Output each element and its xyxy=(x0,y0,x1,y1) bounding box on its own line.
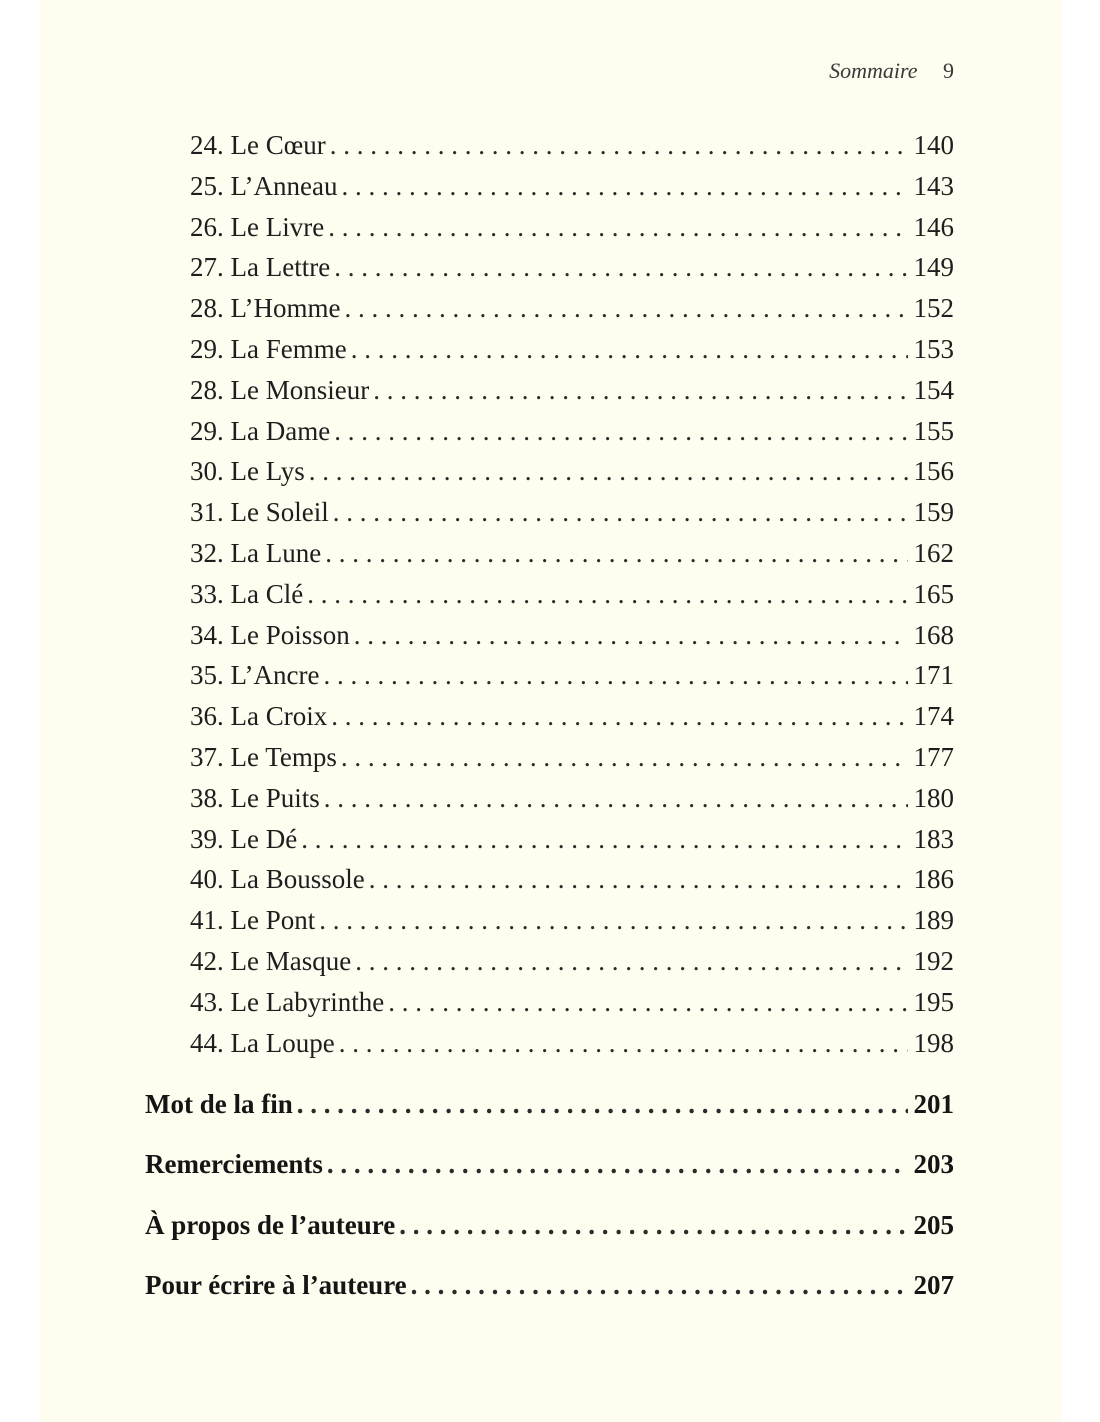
toc-entry-page: 205 xyxy=(913,1210,954,1240)
toc-chapter-entry xyxy=(190,699,954,733)
running-head-title: Sommaire xyxy=(829,58,918,83)
toc-entry-label: 25. L’Anneau xyxy=(190,170,338,201)
toc-entry-label: 29. La Dame xyxy=(190,415,331,446)
toc-entry-page: 162 xyxy=(913,538,954,568)
toc-entry-page: 186 xyxy=(913,864,954,895)
toc-entry-page: 177 xyxy=(913,742,954,772)
toc-entry-label: 27. La Lettre xyxy=(190,252,331,283)
dot-leader xyxy=(319,903,907,937)
dot-leader xyxy=(341,740,908,774)
toc-chapter-entry xyxy=(190,128,954,162)
toc-entry-page: 154 xyxy=(913,374,954,405)
toc-entry-label: À propos de l’auteure xyxy=(145,1210,396,1240)
toc-entry-label: 38. Le Puits xyxy=(190,782,320,813)
toc-entry-label: 40. La Boussole xyxy=(190,864,365,895)
toc-section-entry xyxy=(145,1146,954,1182)
dot-leader xyxy=(331,699,907,733)
toc-chapter-entry xyxy=(190,414,954,448)
dot-leader xyxy=(388,985,907,1019)
toc-chapter-entry xyxy=(190,618,954,652)
dot-leader xyxy=(355,944,907,978)
dot-leader xyxy=(297,1086,908,1122)
toc-section-entry xyxy=(145,1267,954,1303)
toc-chapter-entry xyxy=(190,862,954,896)
toc-entry-label: 28. L’Homme xyxy=(190,293,341,324)
dot-leader xyxy=(307,577,907,611)
toc-chapter-entry xyxy=(190,210,954,244)
toc-chapter-entry xyxy=(190,781,954,815)
toc-entry-page: 203 xyxy=(913,1149,954,1179)
toc-section-entry xyxy=(145,1207,954,1243)
toc-entry-label: Mot de la fin xyxy=(145,1089,293,1119)
toc-entry-page: 165 xyxy=(913,578,954,609)
toc-entry-label: 41. Le Pont xyxy=(190,905,316,936)
toc-chapter-entry xyxy=(190,250,954,284)
dot-leader xyxy=(345,291,908,325)
toc-entry-page: 189 xyxy=(913,905,954,936)
toc-entry-page: 153 xyxy=(913,334,954,364)
toc-chapter-entry xyxy=(190,454,954,488)
toc-chapter-entry xyxy=(190,332,954,366)
toc-entry-label: 34. Le Poisson xyxy=(190,619,350,650)
toc-section-entry xyxy=(145,1086,954,1122)
toc-chapter-entry xyxy=(190,169,954,203)
dot-leader xyxy=(339,1026,908,1060)
toc-entry-label: 24. Le Cœur xyxy=(190,130,326,160)
dot-leader xyxy=(309,454,908,488)
toc-entry-page: 152 xyxy=(913,293,954,324)
toc-chapter-entry xyxy=(190,495,954,529)
dot-leader xyxy=(399,1207,907,1243)
toc-entry-label: Pour écrire à l’auteure xyxy=(145,1270,407,1300)
toc-chapter-entry xyxy=(190,577,954,611)
toc-entry-page: 174 xyxy=(913,701,954,732)
toc-entry-label: 39. Le Dé xyxy=(190,823,298,854)
dot-leader xyxy=(334,414,907,448)
toc-entry-label: 31. Le Soleil xyxy=(190,497,329,528)
toc-entry-page: 192 xyxy=(913,946,954,976)
toc-entry-label: 42. Le Masque xyxy=(190,946,352,976)
toc-entry-page: 171 xyxy=(913,660,954,691)
dot-leader xyxy=(373,373,907,407)
toc-entry-label: 30. Le Lys xyxy=(190,456,305,487)
dot-leader xyxy=(330,128,908,162)
dot-leader xyxy=(323,658,907,692)
toc-entry-page: 168 xyxy=(913,619,954,650)
dot-leader xyxy=(334,250,907,284)
toc-entry-label: 33. La Clé xyxy=(190,578,304,609)
toc-entry-page: 140 xyxy=(913,130,954,160)
toc-chapter-entry xyxy=(190,373,954,407)
dot-leader xyxy=(325,536,907,570)
dot-leader xyxy=(369,862,908,896)
dot-leader xyxy=(301,822,907,856)
toc-chapter-entry xyxy=(190,944,954,978)
toc-entry-label: Remerciements xyxy=(145,1149,323,1179)
toc-entry-label: 32. La Lune xyxy=(190,538,322,568)
toc-chapter-entry xyxy=(190,903,954,937)
book-page xyxy=(40,0,1062,1422)
toc-entry-label: 44. La Loupe xyxy=(190,1027,335,1058)
toc-entry-label: 37. Le Temps xyxy=(190,742,337,772)
toc-entry-page: 195 xyxy=(913,986,954,1017)
toc-chapter-entry xyxy=(190,1026,954,1060)
toc-entry-page: 159 xyxy=(913,497,954,528)
toc-chapter-entry xyxy=(190,822,954,856)
toc-entry-page: 207 xyxy=(913,1270,954,1300)
dot-leader xyxy=(411,1267,908,1303)
toc-chapter-entry xyxy=(190,740,954,774)
toc-entry-page: 180 xyxy=(913,782,954,813)
toc-entry-label: 36. La Croix xyxy=(190,701,328,732)
toc-chapter-entry xyxy=(190,536,954,570)
toc-entry-label: 35. L’Ancre xyxy=(190,660,320,691)
page-number: 9 xyxy=(943,58,954,83)
toc-entry-label: 26. Le Livre xyxy=(190,211,325,242)
toc-entry-page: 146 xyxy=(913,211,954,242)
toc-entry-page: 183 xyxy=(913,823,954,854)
dot-leader xyxy=(333,495,908,529)
dot-leader xyxy=(327,1146,908,1182)
toc-chapter-entry xyxy=(190,291,954,325)
toc-entry-label: 29. La Femme xyxy=(190,334,347,364)
dot-leader xyxy=(328,210,907,244)
toc-entry-label: 28. Le Monsieur xyxy=(190,374,370,405)
toc-entry-page: 201 xyxy=(913,1089,954,1119)
dot-leader xyxy=(324,781,908,815)
toc-entry-page: 198 xyxy=(913,1027,954,1058)
toc-chapter-entry xyxy=(190,658,954,692)
dot-leader xyxy=(351,332,908,366)
toc-entry-page: 149 xyxy=(913,252,954,283)
toc-entry-page: 143 xyxy=(913,170,954,201)
table-of-contents xyxy=(40,0,1062,1422)
toc-entry-label: 43. Le Labyrinthe xyxy=(190,986,385,1017)
toc-entry-page: 156 xyxy=(913,456,954,487)
toc-chapter-entry xyxy=(190,985,954,1019)
dot-leader xyxy=(341,169,907,203)
toc-entry-page: 155 xyxy=(913,415,954,446)
dot-leader xyxy=(354,618,908,652)
